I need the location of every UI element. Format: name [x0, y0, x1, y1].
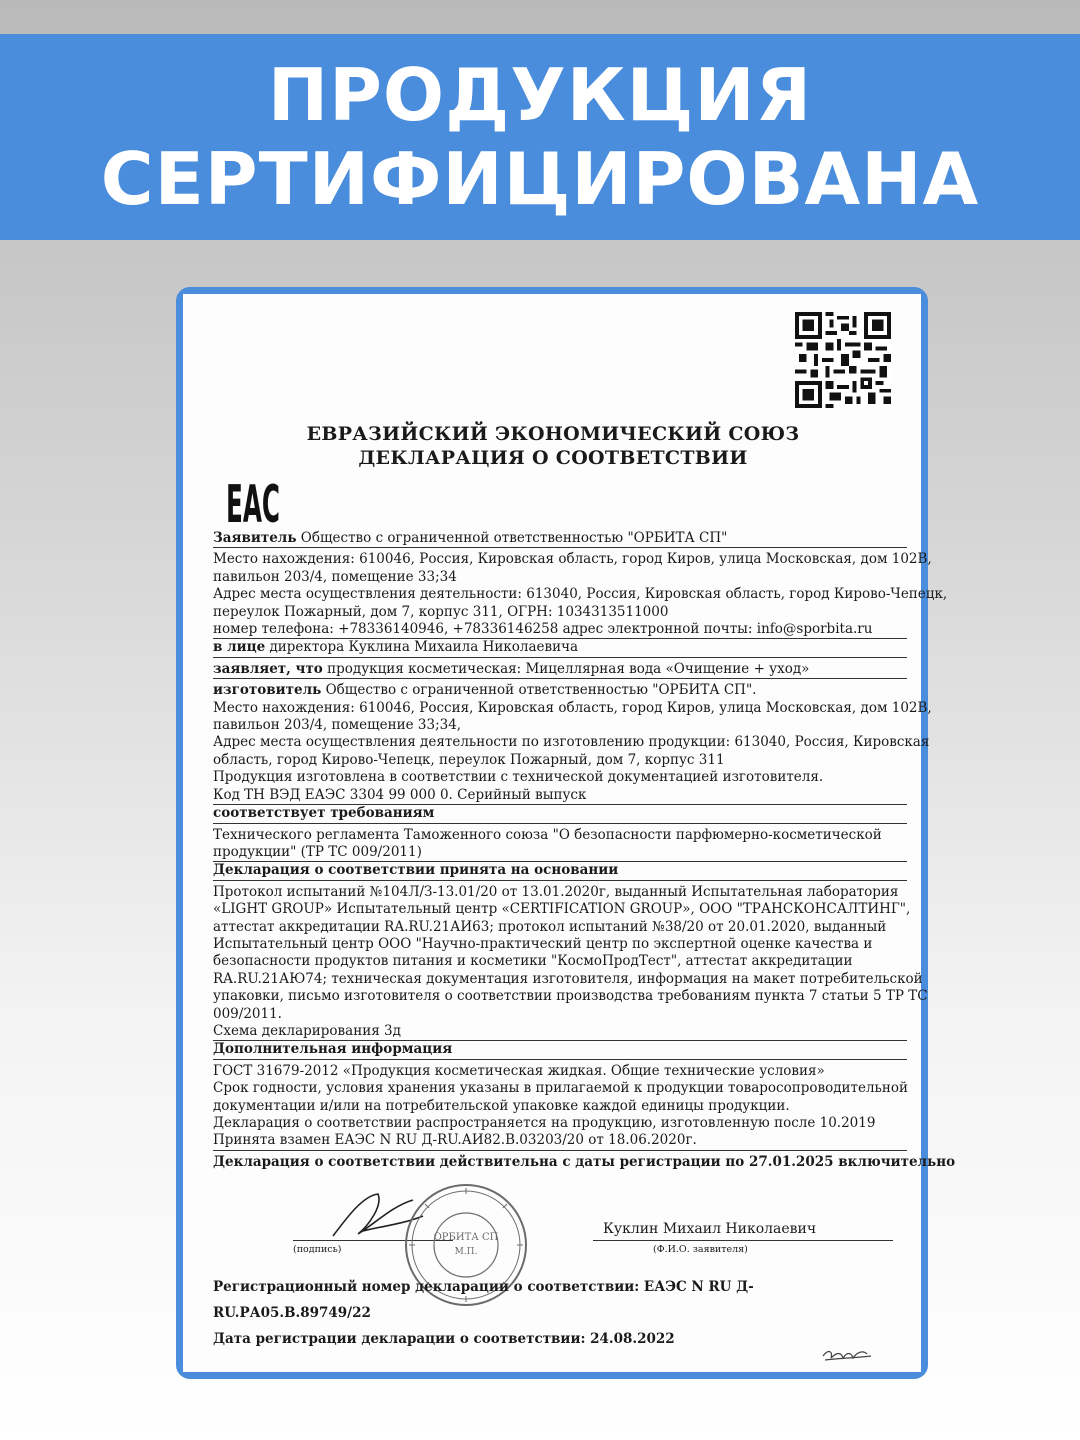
- basis-line-1: Протокол испытаний №104Л/З-13.01/20 от 13.01.2020г, выданный Испытательная лаборатория: [213, 883, 899, 900]
- svg-text:ОРБИТА СП: ОРБИТА СП: [433, 1232, 499, 1243]
- signature-caption: (подпись): [293, 1244, 342, 1255]
- handwritten-mark-icon: [819, 1340, 879, 1364]
- manufacturer-address-line-2: павильон 203/4, помещение 33;34,: [213, 717, 462, 734]
- basis-line-5: безопасности продуктов питания и косметики "КосмоПродТест", аттестат аккредитации: [213, 953, 853, 970]
- regulation-line-1: Технического регламента Таможенного союза "О безопасности парфюмерно-косметической: [213, 826, 882, 843]
- basis-line-3: аттестат аккредитации RA.RU.21АИ63; протокол испытаний №38/20 от 20.01.2020, выданный: [213, 918, 887, 935]
- applicant-value: Общество с ограниченной ответственностью "ОРБИТА СП": [300, 530, 728, 546]
- produced-per-line: Продукция изготовлена в соответствии с технической документацией изготовителя.: [213, 769, 824, 786]
- person-label: в лице: [213, 639, 266, 656]
- regulation-line-2: продукции" (ТР ТС 009/2011): [213, 844, 907, 862]
- signer-name: Куклин Михаил Николаевич: [603, 1221, 817, 1237]
- eac-mark-icon: [225, 472, 281, 535]
- registration-block: [213, 1274, 907, 1352]
- complies-label: соответствует требованиям: [213, 805, 435, 822]
- activity-address-line-2: переулок Пожарный, дом 7, корпус 311, ОГРН: 1034313511000: [213, 603, 669, 620]
- scheme-line: Схема декларирования 3д: [213, 1023, 907, 1041]
- basis-line-2: «LIGHT GROUP» Испытательный центр «CERTIFICATION GROUP», ООО "ТРАНСКОНСАЛТИНГ",: [213, 901, 911, 918]
- address-line-1: Место нахождения: 610046, Россия, Кировская область, город Киров, улица Московская, дом 102В,: [213, 551, 932, 568]
- declaration-document: [183, 294, 956, 1372]
- svg-text:М.П.: М.П.: [454, 1247, 478, 1257]
- applicant-label: Заявитель: [213, 530, 297, 546]
- manufacturer-value: Общество с ограниченной ответственностью "ОРБИТА СП".: [325, 682, 757, 699]
- manufacturer-activity-line-1: Адрес места осуществления деятельности по изготовлению продукции: 613040, Россия, Кировская: [213, 734, 930, 751]
- registration-date: Дата регистрации декларации о соответствии: 24.08.2022: [213, 1331, 675, 1347]
- activity-address-line-1: Адрес места осуществления деятельности: 613040, Россия, Кировская область, город Кирово-Чепецк,: [213, 586, 948, 603]
- declares-value: продукция косметическая: Мицеллярная вода «Очищение + уход»: [327, 660, 810, 677]
- signer-caption: (Ф.И.О. заявителя): [653, 1244, 748, 1255]
- registration-number: Регистрационный номер декларации о соответствии: ЕАЭС N RU Д-RU.РА05.В.89749/22: [213, 1279, 754, 1321]
- additional-info-label: Дополнительная информация: [213, 1041, 453, 1058]
- document-title: ЕВРАЗИЙСКИЙ ЭКОНОМИЧЕСКИЙ СОЮЗ: [306, 423, 800, 445]
- basis-line-4: Испытательный центр ООО "Научно-практический центр по экспертной оценке качества и: [213, 935, 873, 952]
- certificate-frame: [176, 287, 956, 1379]
- additional-line-5: Принята взамен ЕАЭС N RU Д-RU.АИ82.В.03203/20 от 18.06.2020г.: [213, 1132, 907, 1150]
- basis-line-8: 009/2011.: [213, 1005, 282, 1022]
- validity-line: Декларация о соответствии действительна с даты регистрации по 27.01.2025 включительно: [213, 1153, 956, 1170]
- additional-line-1: ГОСТ 31679-2012 «Продукция косметическая жидкая. Общие технические условия»: [213, 1062, 825, 1079]
- banner-title-line1: ПРОДУКЦИЯ: [267, 53, 813, 137]
- manufacturer-label: изготовитель: [213, 682, 322, 699]
- manufacturer-activity-line-2: область, город Кирово-Чепецк, переулок Пожарный, дом 7, корпус 311: [213, 751, 725, 768]
- manufacturer-address-line-1: Место нахождения: 610046, Россия, Кировская область, город Киров, улица Московская, дом 102В,: [213, 699, 932, 716]
- code-line: Код ТН ВЭД ЕАЭС 3304 99 000 0. Серийный выпуск: [213, 787, 907, 805]
- person-value: директора Куклина Михаила Николаевича: [269, 639, 579, 656]
- declares-label: заявляет, что: [213, 660, 323, 677]
- basis-label: Декларация о соответствии принята на основании: [213, 862, 619, 879]
- additional-line-3: документации и/или на потребительской упаковке каждой единицы продукции.: [213, 1097, 790, 1114]
- header-banner: [0, 34, 1080, 240]
- document-subtitle: ДЕКЛАРАЦИЯ О СООТВЕТСТВИИ: [358, 447, 748, 469]
- additional-line-2: Срок годности, условия хранения указаны в прилагаемой к продукции товаросопроводительной: [213, 1080, 909, 1097]
- basis-line-7: упаковки, письмо изготовителя о соответствии производства требованиям пункта 7 статьи 5 ТР ТС: [213, 988, 928, 1005]
- qr-code-icon: [795, 312, 891, 408]
- signature-block: [213, 1204, 907, 1264]
- banner-title-line2: СЕРТИФИЦИРОВАНА: [100, 137, 980, 221]
- phone-line: номер телефона: +78336140946, +78336146258 адрес электронной почты: info@sporbita.ru: [213, 621, 907, 639]
- declaration-body: [213, 530, 956, 1171]
- additional-line-4: Декларация о соответствии распространяется на продукцию, изготовленную после 10.2019: [213, 1115, 876, 1131]
- svg-text:EAC: EAC: [226, 475, 280, 535]
- signer-name-line: [593, 1240, 893, 1241]
- address-line-2: павильон 203/4, помещение 33;34: [213, 568, 457, 585]
- basis-line-6: RA.RU.21АЮ74; техническая документация изготовителя, информация на макет потребительской: [213, 970, 923, 987]
